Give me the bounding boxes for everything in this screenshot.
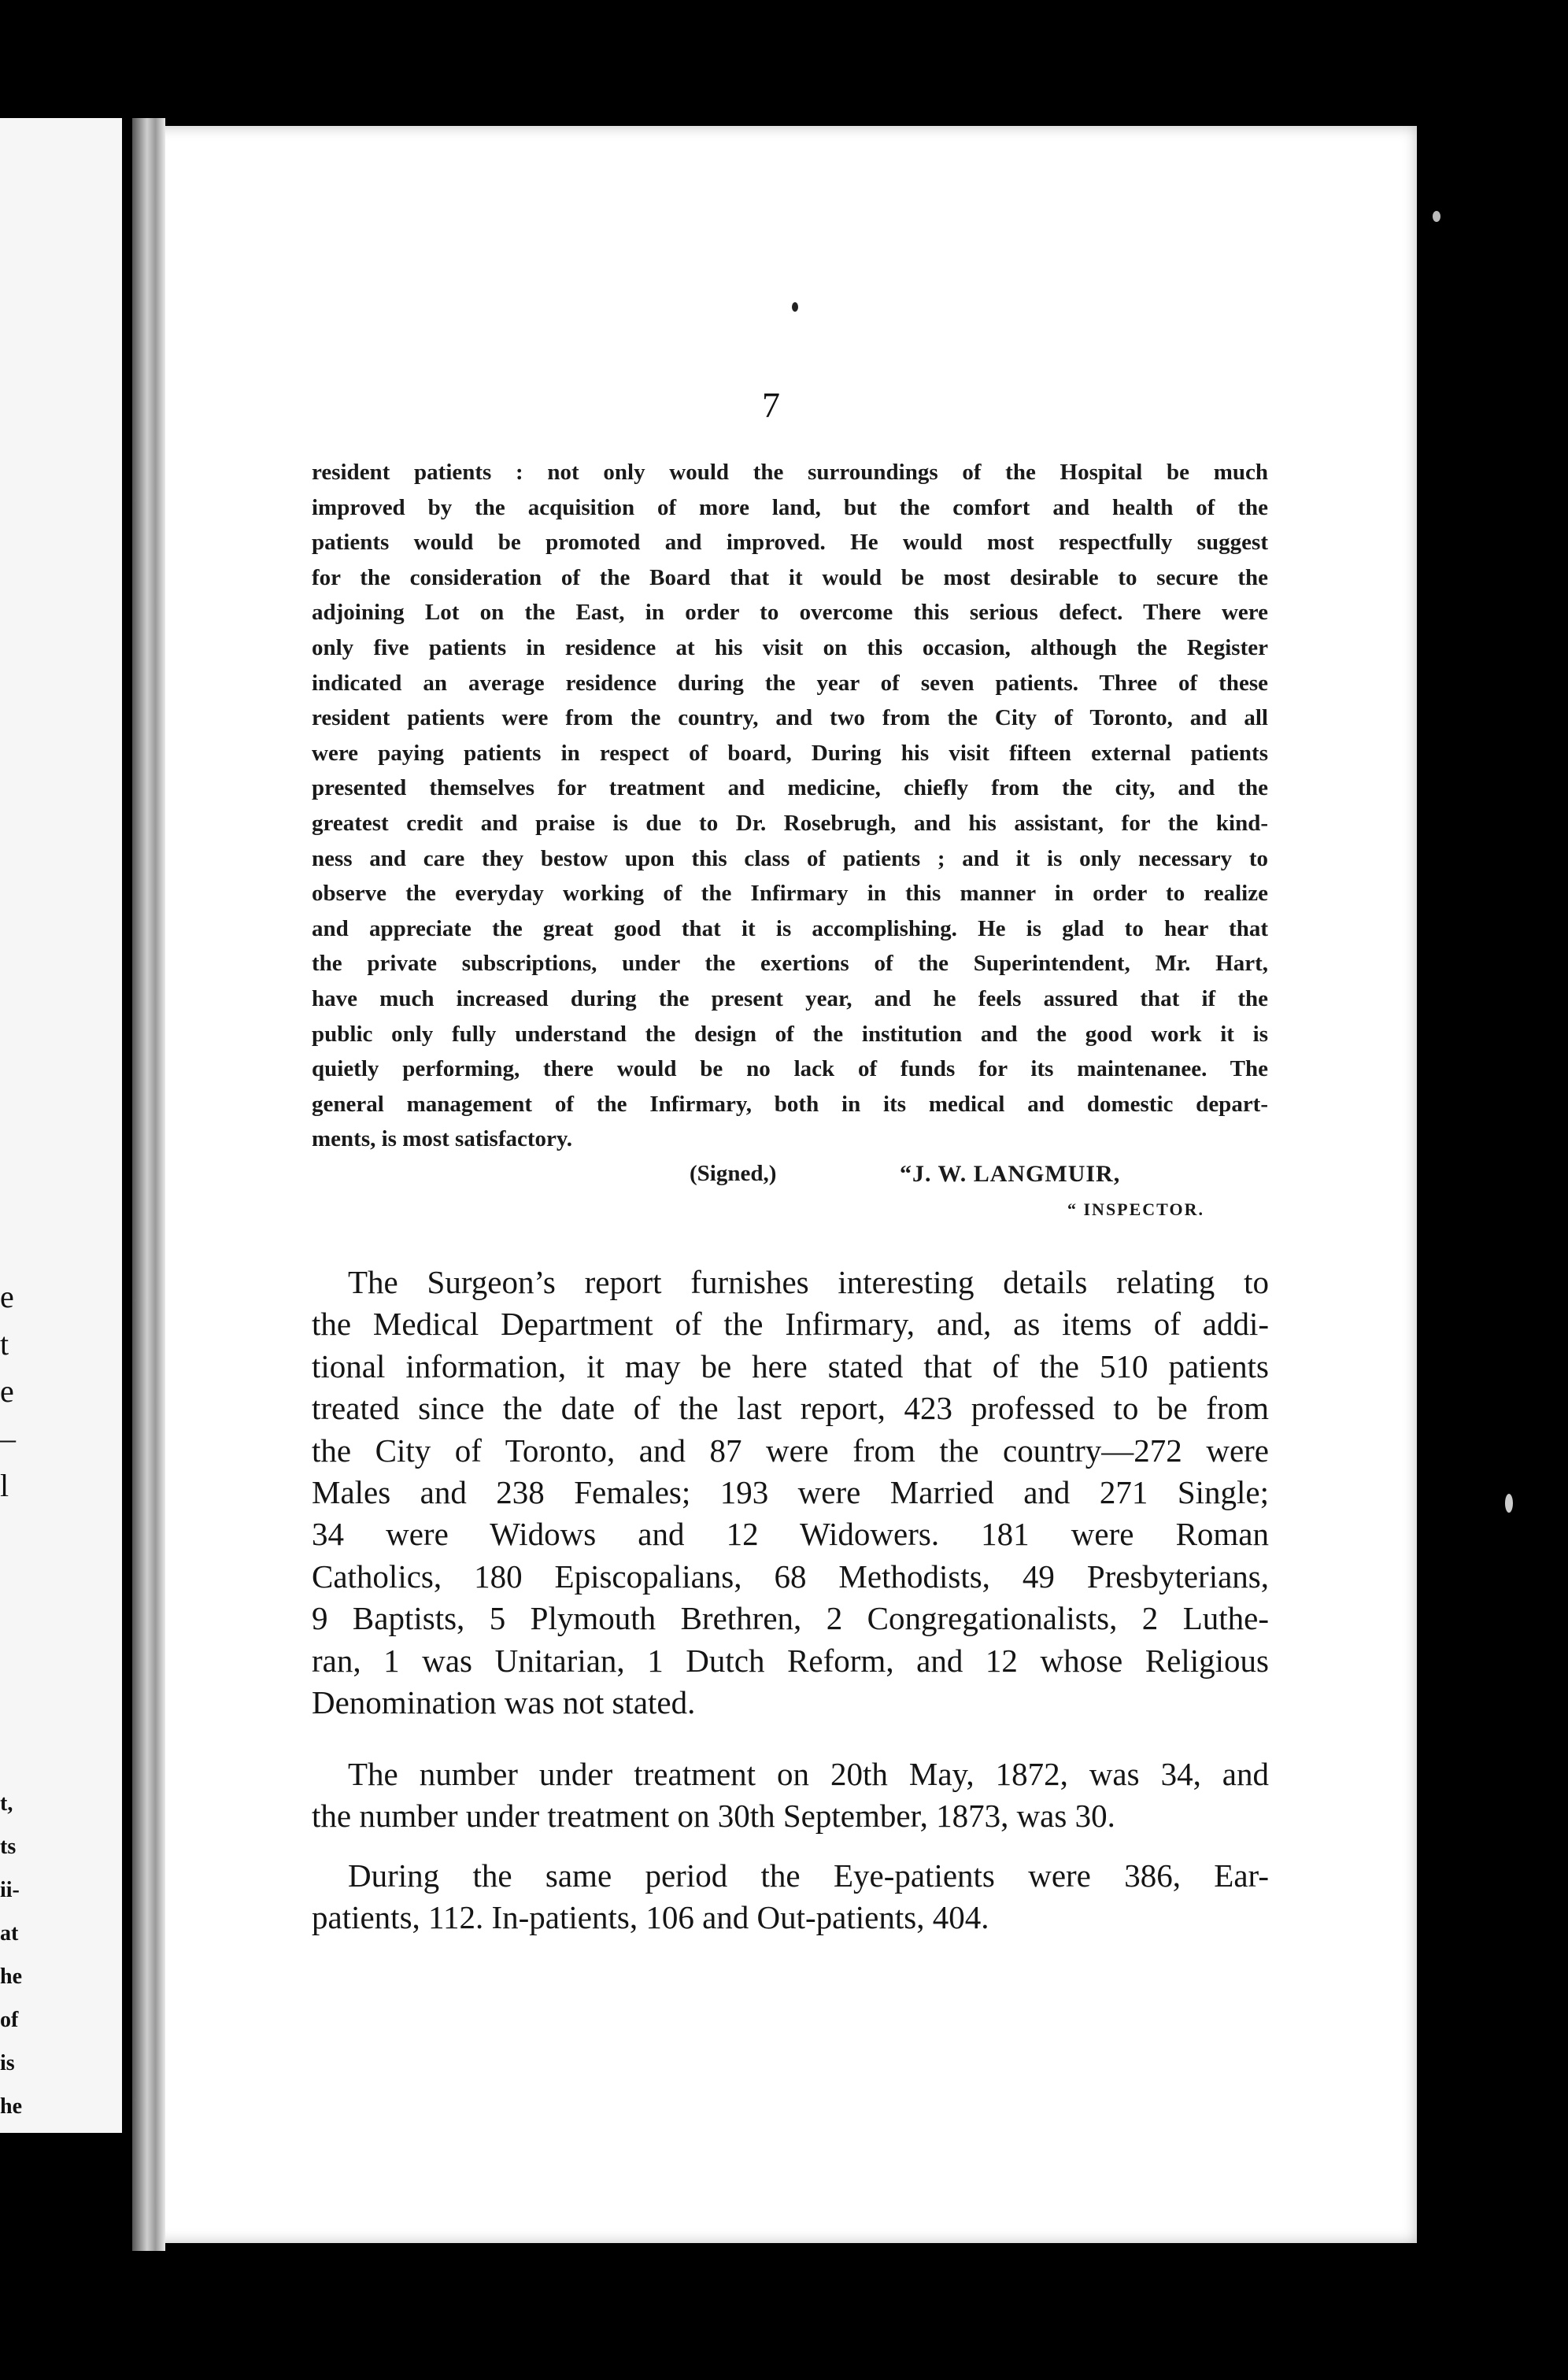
- text-line: During the same period the Eye-patients were 386, Ear-: [348, 1857, 1269, 1894]
- surgeon-report-paragraph: [312, 1262, 1269, 1724]
- text-line: resident patients were from the country, and two from the City of Toronto, and all: [312, 705, 1268, 731]
- text-line: patients, 112. In-patients, 106 and Out-patients, 404.: [312, 1899, 989, 1936]
- text-line: ness and care they bestow upon this class of patients ; and it is only necessary to: [312, 845, 1268, 871]
- text-line: treated since the date of the last report, 423 professed to be from: [312, 1390, 1269, 1427]
- text-line: indicated an average residence during the year of seven patients. Three of these: [312, 670, 1268, 696]
- patient-types-paragraph: [312, 1855, 1269, 1939]
- text-line: general management of the Infirmary, both in its medical and domestic depart-: [312, 1091, 1268, 1117]
- page-number: 7: [762, 385, 780, 425]
- text-line: Catholics, 180 Episcopalians, 68 Methodists, 49 Presbyterians,: [312, 1558, 1269, 1595]
- text-line: public only fully understand the design of the institution and the good work it is: [312, 1021, 1268, 1047]
- text-line: ments, is most satisfactory.: [312, 1126, 573, 1152]
- signer-title: “ INSPECTOR.: [1067, 1199, 1204, 1219]
- text-line: the City of Toronto, and 87 were from the country—272 were: [312, 1432, 1269, 1469]
- signed-label: (Signed,): [690, 1161, 777, 1186]
- text-line: tional information, it may be here stated that of the 510 patients: [312, 1347, 1269, 1384]
- text-line: Denomination was not stated.: [312, 1684, 696, 1721]
- inspector-letter: [312, 455, 1268, 1157]
- text-line: the private subscriptions, under the exertions of the Superintendent, Mr. Hart,: [312, 951, 1268, 977]
- margin-fragment: he: [0, 2094, 22, 2119]
- text-line: and appreciate the great good that it is accomplishing. He is glad to hear that: [312, 915, 1268, 941]
- text-line: only five patients in residence at his visit on this occasion, although the Register: [312, 634, 1268, 660]
- text-line: have much increased during the present year, and he feels assured that if the: [312, 985, 1268, 1011]
- margin-fragment: e: [0, 1373, 14, 1409]
- text-line: patients would be promoted and improved. He would most respectfully suggest: [312, 530, 1268, 556]
- print-speck: [1505, 1494, 1513, 1513]
- text-line: the number under treatment on 30th September, 1873, was 30.: [312, 1798, 1115, 1835]
- text-line: improved by the acquisition of more land, but the comfort and health of the: [312, 494, 1268, 520]
- text-line: the Medical Department of the Infirmary, and, as items of addi-: [312, 1306, 1269, 1343]
- signer-name: “J. W. LANGMUIR,: [900, 1161, 1121, 1187]
- text-line: Males and 238 Females; 193 were Married and 271 Single;: [312, 1474, 1269, 1511]
- text-line: for the consideration of the Board that it would be most desirable to secure the: [312, 564, 1268, 590]
- text-line: quietly performing, there would be no lack of funds for its maintenanee. The: [312, 1056, 1268, 1082]
- margin-fragment: t,: [0, 1791, 13, 1816]
- margin-fragment: e: [0, 1279, 14, 1314]
- text-line: The Surgeon’s report furnishes interesting details relating to: [348, 1264, 1269, 1300]
- text-line: greatest credit and praise is due to Dr. Rosebrugh, and his assistant, for the kind-: [312, 810, 1268, 836]
- print-speck: [1433, 211, 1440, 222]
- text-line: The number under treatment on 20th May, 1872, was 34, and: [348, 1756, 1269, 1792]
- margin-fragment: is: [0, 2051, 15, 2075]
- treatment-count-paragraph: [312, 1754, 1269, 1838]
- margin-fragment: t: [0, 1326, 9, 1362]
- margin-fragment: ts: [0, 1835, 17, 1859]
- text-line: 34 were Widows and 12 Widowers. 181 were Roman: [312, 1516, 1269, 1553]
- margin-fragment: ii-: [0, 1878, 20, 1902]
- text-line: presented themselves for treatment and medicine, chiefly from the city, and the: [312, 775, 1268, 801]
- text-line: observe the everyday working of the Infirmary in this manner in order to realize: [312, 881, 1268, 907]
- margin-fragment: l: [0, 1468, 9, 1503]
- text-line: resident patients : not only would the surroundings of the Hospital be much: [312, 460, 1268, 485]
- margin-fragment: he: [0, 1964, 22, 1989]
- print-speck: [792, 302, 798, 312]
- text-line: were paying patients in respect of board, During his visit fifteen external patients: [312, 740, 1268, 766]
- text-line: adjoining Lot on the East, in order to overcome this serious defect. There were: [312, 600, 1268, 626]
- margin-fragment: –: [0, 1421, 16, 1456]
- book-spine: [132, 118, 165, 2251]
- text-line: ran, 1 was Unitarian, 1 Dutch Reform, and 12 whose Religious: [312, 1642, 1269, 1679]
- margin-fragment: of: [0, 2008, 19, 2032]
- margin-fragment: at: [0, 1921, 19, 1946]
- text-line: 9 Baptists, 5 Plymouth Brethren, 2 Congregationalists, 2 Luthe-: [312, 1600, 1269, 1637]
- adjacent-page-strip: [0, 118, 122, 2133]
